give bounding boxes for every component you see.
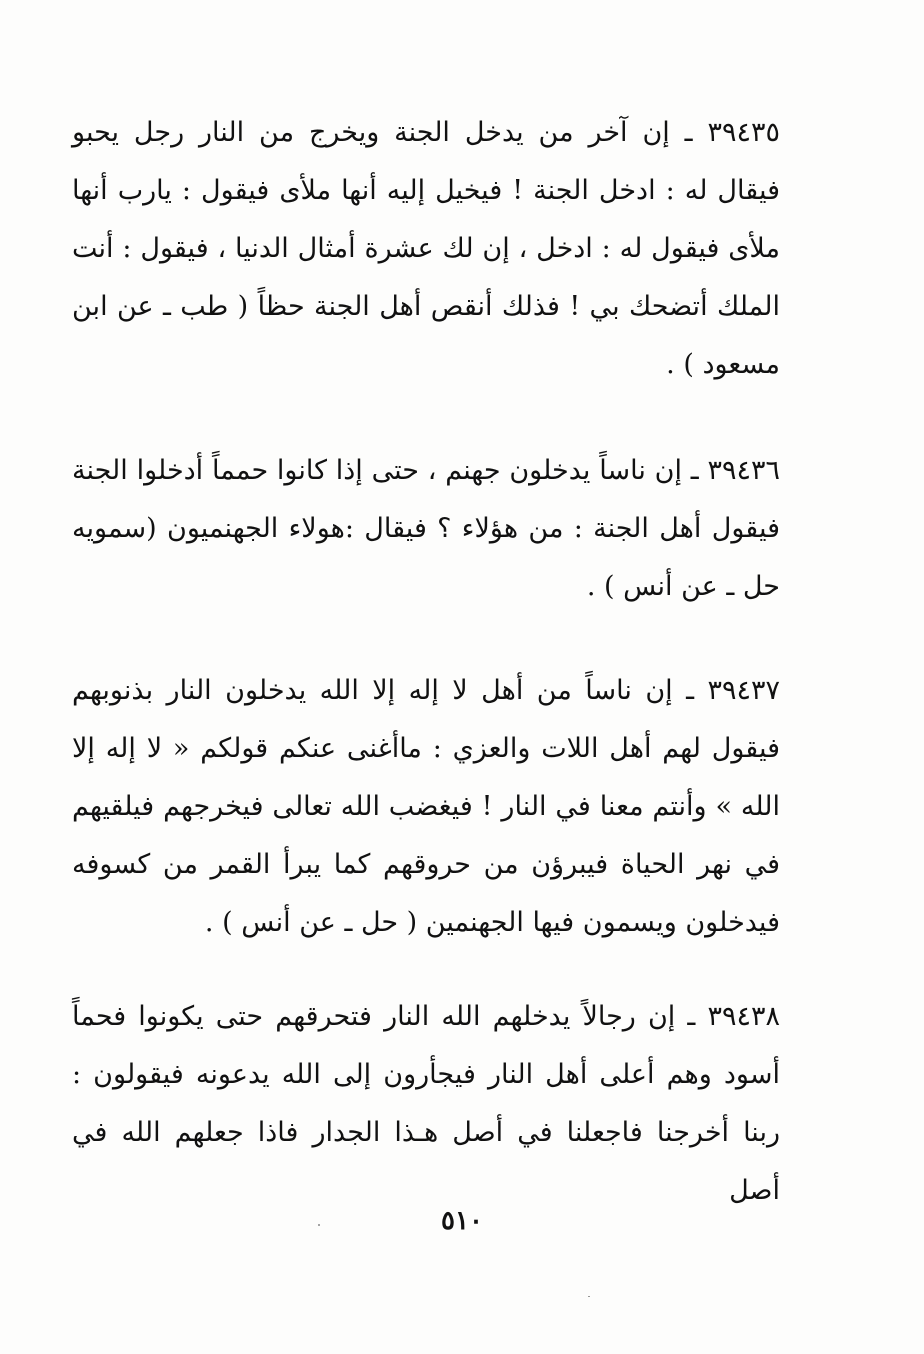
- hadith-39435: [72, 104, 780, 394]
- hadith-39438: [72, 988, 780, 1220]
- hadith-text: ٣٩٤٣٧ ـ إن ناساً من أهل لا إله إلا الله يدخلون النار بذنوبهم فيقول لهم أهل اللات والعزي : ماأغنى عنكم قولكم « لا إله إلا الله » وأنتم معنا في النار ! فيغضب الله تعالى فيخرجهم فيلقيهم في نهر الحياة فيبرؤن من حروقهم كما يبرأ القمر من كسوفه فيدخلون ويسمون فيها الجهنمين ( حل ـ عن أنس ) .: [72, 675, 780, 938]
- hadith-39436: [72, 442, 780, 616]
- hadith-text: ٣٩٤٣٨ ـ إن رجالاً يدخلهم الله النار فتحرقهم حتى يكونوا فحماً أسود وهم أعلى أهل النار فيجأرون إلى الله يدعونه فيقولون : ربنا أخرجنا فاجعلنا في أصل هـذا الجدار فاذا جعلهم الله في أصل: [72, 1001, 780, 1206]
- scan-speck: [318, 1224, 320, 1226]
- hadith-text: ٣٩٤٣٥ ـ إن آخر من يدخل الجنة ويخرج من النار رجل يحبو فيقال له : ادخل الجنة ! فيخيل إليه أنها ملأى فيقول : يارب أنها ملأى فيقول له : ادخل ، إن لك عشرة أمثال الدنيا ، فيقول : أنت الملك أتضحك بي ! فذلك أنقص أهل الجنة حظاً ( طب ـ عن ابن مسعود ) .: [72, 117, 780, 380]
- hadith-39437: [72, 662, 780, 952]
- scan-speck: [588, 1296, 590, 1297]
- page-number: ٥١٠: [441, 1206, 483, 1236]
- hadith-text: ٣٩٤٣٦ ـ إن ناساً يدخلون جهنم ، حتى إذا كانوا حمماً أدخلوا الجنة فيقول أهل الجنة : من هؤلاء ؟ فيقال :هولاء الجهنميون (سمويه حل ـ عن أنس ) .: [72, 455, 780, 602]
